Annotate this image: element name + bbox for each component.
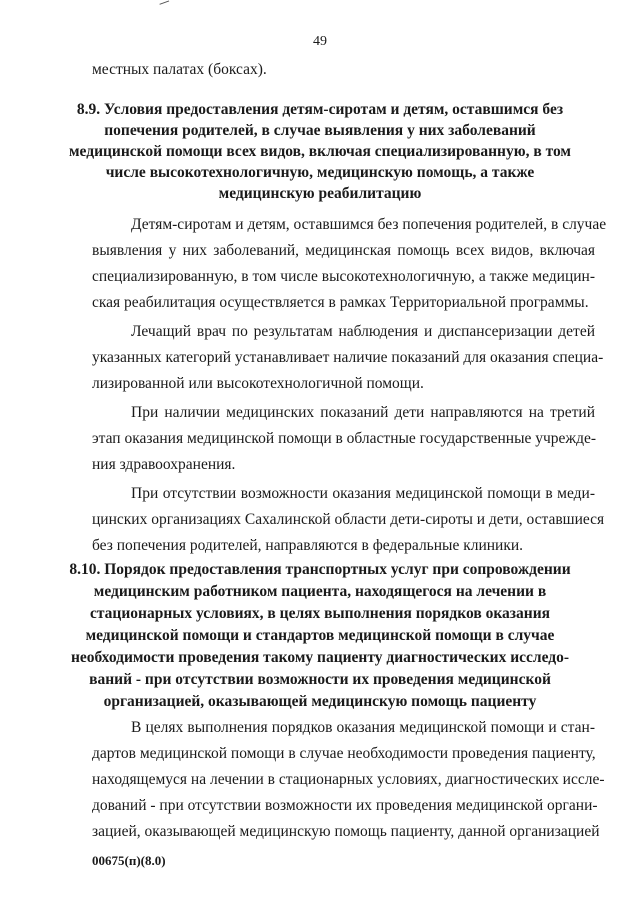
- heading-line: медицинскую реабилитацию: [218, 185, 422, 202]
- paragraph-line: без попечения родителей, направляются в федеральные клиники.: [92, 537, 524, 554]
- heading-line: ваний - при отсутствии возможности их проведения медицинской: [89, 671, 551, 688]
- paragraph-line: ская реабилитация осуществляется в рамках Территориальной программы.: [92, 294, 589, 311]
- heading-line: 8.10. Порядок предоставления транспортных услуг при сопровождении: [69, 561, 571, 578]
- paragraph-line: зацией, оказывающей медицинскую помощь пациенту, данной организацией: [92, 823, 600, 840]
- heading-line: числе высокотехнологичную, медицинскую помощь, а также: [105, 164, 535, 181]
- heading-line: медицинской помощи и стандартов медицинской помощи в случае: [85, 627, 555, 644]
- heading-line: медицинским работником пациента, находящегося на лечении в: [93, 583, 547, 600]
- heading-line: 8.9. Условия предоставления детям-сиротам и детям, оставшимся без: [76, 101, 564, 118]
- heading-line: медицинской помощи всех видов, включая специализированную, в том: [69, 143, 571, 160]
- paragraph-line: указанных категорий устанавливает наличие показаний для оказания специа-: [92, 349, 604, 366]
- paragraph-line: цинских организациях Сахалинской области дети-сироты и дети, оставшиеся: [92, 511, 605, 528]
- heading-line: стационарных условиях, в целях выполнения порядков оказания: [89, 605, 551, 622]
- paragraph-line: дований - при отсутствии возможности их проведения медицинской органи-: [92, 797, 598, 814]
- paragraph-line: выявления у них заболеваний, медицинская помощь всех видов, включая: [92, 242, 595, 259]
- paragraph-line: При наличии медицинских показаний дети направляются на третий: [131, 404, 595, 421]
- paragraph-line: ния здравоохранения.: [92, 456, 236, 473]
- paragraph-line: В целях выполнения порядков оказания медицинской помощи и стан-: [131, 719, 595, 736]
- paragraph-line: Детям-сиротам и детям, оставшимся без попечения родителей, в случае: [131, 216, 607, 233]
- paragraph-line: специализированную, в том числе высокотехнологичную, а также медицин-: [92, 268, 595, 285]
- heading-line: организацией, оказывающей медицинскую помощь пациенту: [103, 693, 537, 710]
- paragraph-line: При отсутствии возможности оказания медицинской помощи в меди-: [131, 485, 595, 502]
- paragraph-line: Лечащий врач по результатам наблюдения и диспансеризации детей: [131, 323, 595, 340]
- paragraph-line: этап оказания медицинской помощи в областные государственные учрежде-: [92, 430, 597, 447]
- heading-line: необходимости проведения такому пациенту диагностических исследо-: [70, 649, 570, 666]
- paragraph-line: находящемуся на лечении в стационарных условиях, диагностических иссле-: [92, 771, 605, 788]
- paragraph-line: дартов медицинской помощи в случае необходимости проведения пациенту,: [92, 745, 596, 762]
- paragraph-line: лизированной или высокотехнологичной помощи.: [92, 375, 424, 392]
- document-code: 00675(п)(8.0): [92, 853, 166, 868]
- top-fragment: местных палатах (боксах).: [92, 61, 267, 78]
- scan-mark: [159, 0, 170, 8]
- heading-line: попечения родителей, в случае выявления у них заболеваний: [104, 122, 536, 139]
- page-number: 49: [313, 34, 327, 49]
